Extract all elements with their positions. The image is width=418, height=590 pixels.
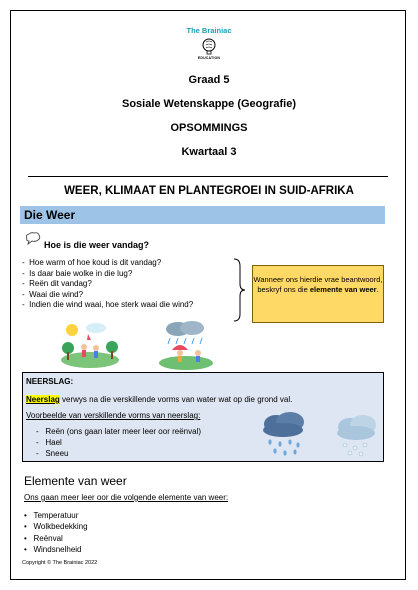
question-list bbox=[22, 258, 193, 311]
neerslag-term: Neerslag bbox=[26, 395, 60, 404]
section-title-weer: Die Weer bbox=[24, 208, 76, 222]
note-bold: elemente van weer bbox=[309, 285, 377, 294]
examples-heading: Voorbeelde van verskillende vorms van neerslag: bbox=[26, 411, 201, 420]
list-item: - Is daar baie wolke in die lug? bbox=[22, 269, 193, 280]
list-item: • Temperatuur bbox=[24, 510, 88, 521]
sunny-weather-illustration bbox=[60, 320, 120, 368]
list-item: • Wolkbedekking bbox=[24, 521, 88, 532]
list-item: - Indien die wind waai, hoe sterk waai die wind? bbox=[22, 300, 193, 311]
list-item: - Hoe warm of hoe koud is dit vandag? bbox=[22, 258, 193, 269]
list-item: • Windsnelheid bbox=[24, 544, 88, 555]
elements-intro: Ons gaan meer leer oor die volgende elemente van weer: bbox=[24, 493, 229, 502]
lightbulb-logo-icon bbox=[199, 37, 219, 57]
list-item: • Reënval bbox=[24, 533, 88, 544]
speech-bubble-icon bbox=[24, 232, 42, 246]
note-box bbox=[252, 265, 384, 323]
examples-list bbox=[36, 426, 201, 459]
list-item: - Waai die wind? bbox=[22, 290, 193, 301]
list-item: - Reën (ons gaan later meer leer oor reënval) bbox=[36, 426, 201, 437]
rain-cloud-icon bbox=[258, 410, 308, 458]
doc-type-label: OPSOMMINGS bbox=[170, 122, 248, 134]
term-label: Kwartaal 3 bbox=[181, 146, 237, 158]
list-item: - Sneeu bbox=[36, 448, 201, 459]
section-title-elements: Elemente van weer bbox=[24, 474, 127, 488]
grade-label: Graad 5 bbox=[188, 74, 230, 86]
list-item: - Hael bbox=[36, 437, 201, 448]
brace-icon bbox=[232, 258, 246, 322]
note-text: Wanneer ons hierdie vrae beantwoord, beskryf ons die bbox=[253, 275, 383, 294]
copyright: Copyright © The Brainiac 2022 bbox=[22, 560, 98, 566]
hail-cloud-icon bbox=[332, 410, 380, 458]
subject-label: Sosiale Wetenskappe (Geografie) bbox=[121, 98, 297, 110]
rainy-weather-illustration bbox=[158, 320, 214, 370]
note-suffix: . bbox=[376, 285, 379, 294]
header-divider bbox=[28, 176, 388, 177]
main-title: WEER, KLIMAAT EN PLANTEGROEI IN SUID-AFRIKA bbox=[64, 185, 354, 197]
list-item: - Reën dit vandag? bbox=[22, 279, 193, 290]
edu-label: EDUCATION bbox=[197, 56, 221, 60]
brand-name: The Brainiac bbox=[186, 26, 232, 35]
elements-list bbox=[24, 510, 88, 555]
neerslag-definition: verwys na die verskillende vorms van water wat op die grond val. bbox=[62, 395, 293, 404]
neerslag-heading: NEERSLAG: bbox=[26, 377, 74, 386]
neerslag-definition-line bbox=[26, 395, 292, 404]
question-heading: Hoe is die weer vandag? bbox=[44, 240, 150, 250]
